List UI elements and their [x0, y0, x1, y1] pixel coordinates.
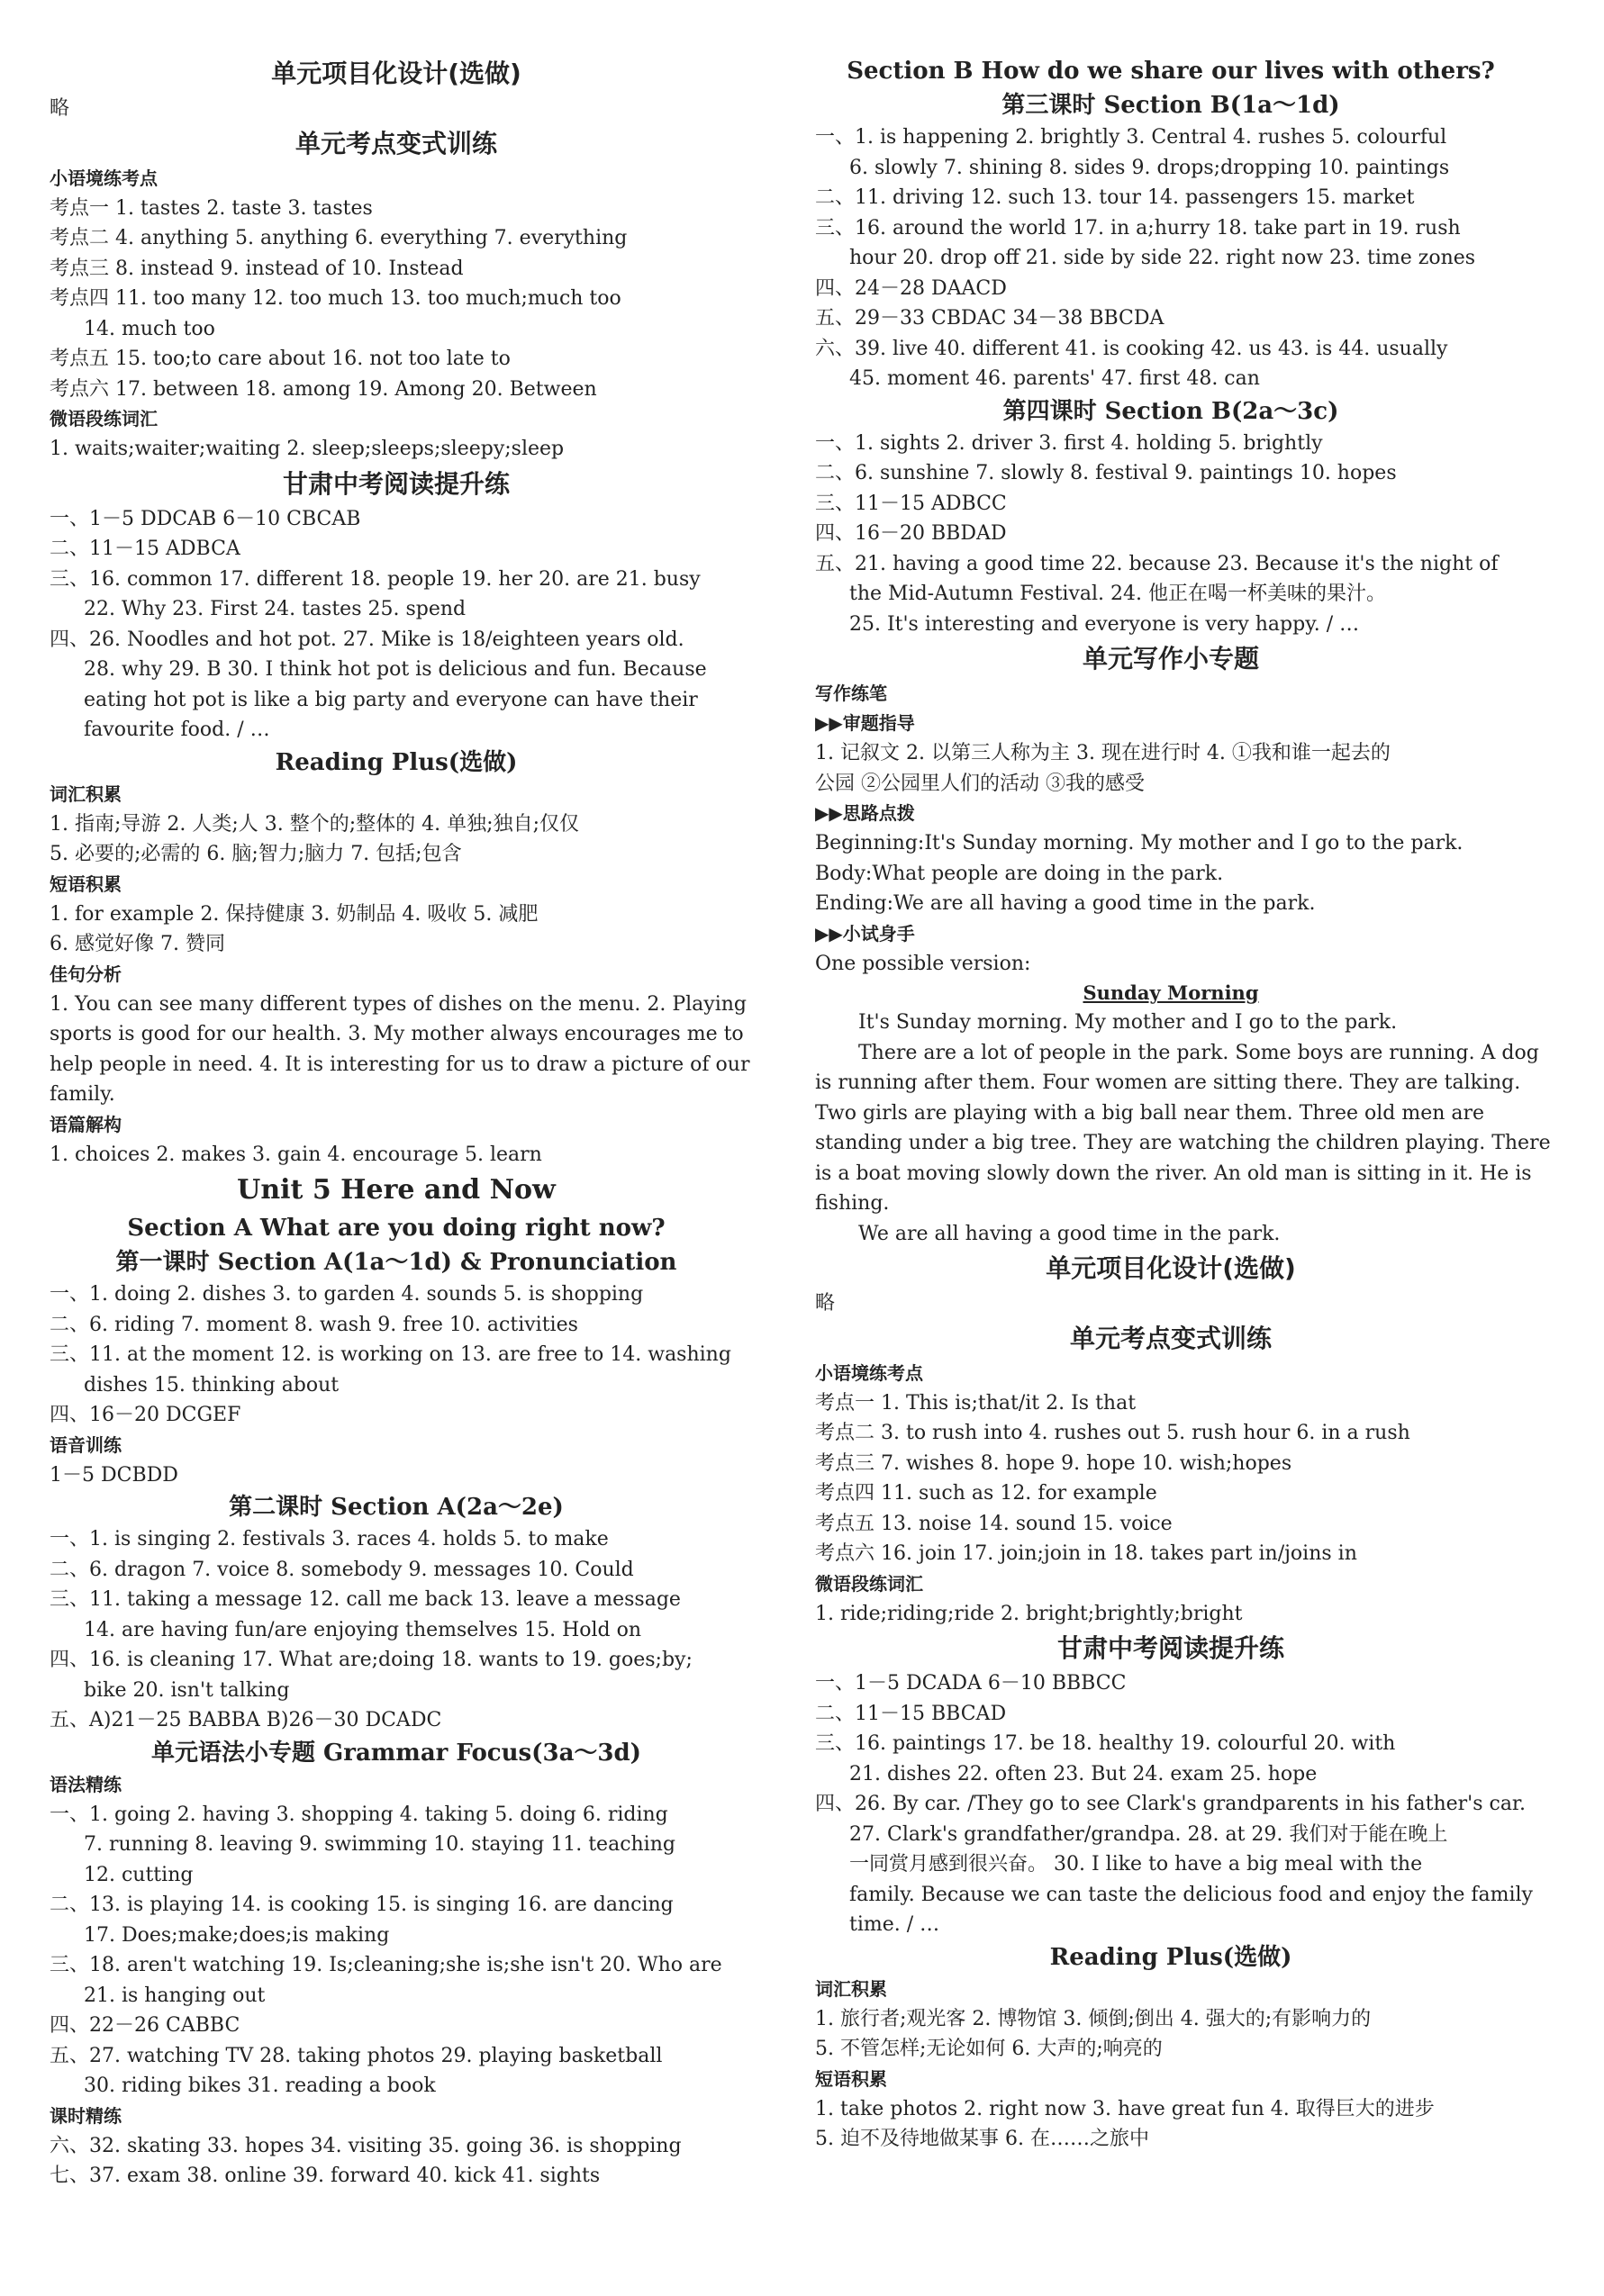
answer-line: 略	[815, 1292, 836, 1315]
answer-line: 三、11－15 ADBCC	[815, 492, 1007, 515]
section-heading: 单元考点变式训练	[1069, 1323, 1272, 1353]
essay-paragraph: There are a lot of people in the park. Some boys are running. A dog	[858, 1041, 1539, 1064]
answer-line-continued: family. Because we can taste the delicious food and enjoy the family	[849, 1883, 1533, 1906]
category-label: 词汇积累	[50, 782, 122, 805]
answer-line-continued: 6. slowly 7. shining 8. sides 9. drops;dropping 10. paintings	[849, 156, 1450, 179]
answer-line: 二、6. riding 7. moment 8. wash 9. free 10. activities	[50, 1313, 578, 1336]
answer-line: 五、A)21－25 BABBA B)26－30 DCADC	[50, 1709, 442, 1731]
answer-line: 二、6. sunshine 7. slowly 8. festival 9. paintings 10. hopes	[815, 462, 1397, 484]
right-column	[815, 54, 1551, 2155]
answer-line: help people in need. 4. It is interesting for us to draw a picture of our	[50, 1053, 750, 1076]
answer-line: 三、11. at the moment 12. is working on 13. are free to 14. washing	[50, 1343, 731, 1366]
answer-line: 三、16. common 17. different 18. people 19. her 20. are 21. busy	[50, 567, 701, 591]
answer-line: 四、26. By car. /They go to see Clark's grandparents in his father's car.	[815, 1793, 1527, 1815]
category-label: 短语积累	[50, 872, 122, 895]
lesson-heading: 第三课时 Section B(1a～1d)	[1001, 92, 1340, 119]
answer-line: 考点二 3. to rush into 4. rushes out 5. rush hour 6. in a rush	[815, 1422, 1410, 1444]
answer-line: 考点六 17. between 18. among 19. Among 20. Between	[50, 377, 597, 401]
answer-line: 五、29－33 CBDAC 34－38 BBCDA	[815, 307, 1164, 330]
answer-line-continued: 22. Why 23. First 24. tastes 25. spend	[84, 598, 467, 620]
answer-line: 三、16. around the world 17. in a;hurry 18. take part in 19. rush	[815, 216, 1461, 240]
answer-line-continued: eating hot pot is like a big party and everyone can have their	[84, 688, 698, 711]
answer-line: 略	[50, 97, 70, 120]
answer-line: 6. 感觉好像 7. 赞同	[50, 933, 225, 955]
section-heading: 单元项目化设计(选做)	[271, 59, 521, 88]
answer-line-continued: hour 20. drop off 21. side by side 22. right now 23. time zones	[849, 247, 1476, 269]
answer-line-continued: 14. much too	[84, 317, 215, 340]
writing-step-label: ▶▶思路点拨	[815, 802, 915, 824]
answer-line-continued: 21. is hanging out	[84, 1984, 266, 2007]
answer-line: 三、11. taking a message 12. call me back 13. leave a message	[50, 1588, 681, 1611]
answer-line-continued: dishes 15. thinking about	[84, 1373, 340, 1397]
answer-line: is a boat moving slowly down the river. An old man is sitting in it. He is	[815, 1162, 1532, 1185]
answer-line-continued: 12. cutting	[84, 1863, 194, 1886]
answer-line: 考点五 13. noise 14. sound 15. voice	[815, 1512, 1173, 1535]
answer-line: 三、18. aren't watching 19. Is;cleaning;she is;she isn't 20. Who are	[50, 1954, 722, 1976]
category-label: 课时精练	[50, 2104, 122, 2127]
section-heading: 单元考点变式训练	[295, 128, 497, 158]
answer-line: 四、16－20 BBDAD	[815, 522, 1007, 545]
answer-line: 5. 迫不及待地做某事 6. 在……之旅中	[815, 2128, 1149, 2150]
answer-line: 考点一 1. This is;that/it 2. Is that	[815, 1391, 1137, 1415]
answer-line-continued: 7. running 8. leaving 9. swimming 10. staying 11. teaching	[84, 1833, 675, 1856]
answer-line-continued: 17. Does;make;does;is making	[84, 1923, 390, 1947]
answer-line: One possible version:	[815, 952, 1031, 975]
answer-line: 1. 指南;导游 2. 人类;人 3. 整个的;整体的 4. 单独;独自;仅仅	[50, 812, 579, 836]
lesson-heading: 第二课时 Section A(2a～2e)	[229, 1494, 564, 1521]
answer-line: 四、24－28 DAACD	[815, 276, 1007, 300]
answer-line-continued: 25. It's interesting and everyone is very happy. / …	[849, 612, 1360, 636]
answer-line: 一、1. is happening 2. brightly 3. Central 4. rushes 5. colourful	[815, 126, 1447, 149]
answer-line: Body:What people are doing in the park.	[815, 862, 1224, 885]
answer-line: 一、1. doing 2. dishes 3. to garden 4. sounds 5. is shopping	[50, 1283, 644, 1306]
category-label: 小语境练考点	[50, 167, 158, 189]
category-label: 微语段练词汇	[50, 408, 158, 429]
answer-line: 五、27. watching TV 28. taking photos 29. playing basketball	[50, 2044, 663, 2067]
answer-line: 二、11－15 BBCAD	[815, 1702, 1007, 1725]
answer-line-continued: 45. moment 46. parents' 47. first 48. can	[849, 367, 1260, 390]
writing-step-label: ▶▶审题指导	[815, 712, 915, 734]
answer-line: 考点六 16. join 17. join;join in 18. takes part in/joins in	[815, 1542, 1357, 1565]
answer-line-continued: bike 20. isn't talking	[84, 1678, 290, 1702]
section-heading: 甘肃中考阅读提升练	[282, 468, 510, 499]
answer-line: 1. You can see many different types of dishes on the menu. 2. Playing	[50, 992, 748, 1016]
answer-line: 七、37. exam 38. online 39. forward 40. kick 41. sights	[50, 2165, 601, 2187]
answer-line: 四、16. is cleaning 17. What are;doing 18. wants to 19. goes;by;	[50, 1649, 693, 1671]
answer-line: Beginning:It's Sunday morning. My mother and I go to the park.	[815, 832, 1464, 854]
answer-line: 1. waits;waiter;waiting 2. sleep;sleeps;sleepy;sleep	[50, 438, 565, 460]
section-heading: 单元写作小专题	[1082, 644, 1259, 673]
answer-line: 二、6. dragon 7. voice 8. somebody 9. messages 10. Could	[50, 1558, 634, 1581]
section-heading: 单元项目化设计(选做)	[1046, 1253, 1296, 1283]
answer-line: 一、1. sights 2. driver 3. first 4. holding 5. brightly	[815, 431, 1323, 455]
answer-line: 1. take photos 2. right now 3. have great fun 4. 取得巨大的进步	[815, 2097, 1435, 2120]
category-label: 语音训练	[50, 1433, 122, 1456]
answer-line-continued: 28. why 29. B 30. I think hot pot is delicious and fun. Because	[84, 658, 707, 681]
answer-line: 考点五 15. too;to care about 16. not too late to	[50, 348, 511, 370]
answer-line-continued: 14. are having fun/are enjoying themselves 15. Hold on	[84, 1618, 642, 1641]
answer-line: 五、21. having a good time 22. because 23. Because it's the night of	[815, 552, 1499, 575]
answer-line: 5. 不管怎样;无论如何 6. 大声的;响亮的	[815, 2038, 1163, 2060]
answer-line: 公园 ②公园里人们的活动 ③我的感受	[815, 772, 1145, 795]
essay-title: Sunday Morning	[1083, 981, 1259, 1004]
answer-line: 5. 必要的;必需的 6. 脑;智力;脑力 7. 包括;包含	[50, 843, 462, 865]
answer-line: Two girls are playing with a big ball near them. Three old men are	[815, 1101, 1485, 1125]
answer-line: 二、11－15 ADBCA	[50, 538, 240, 560]
answer-line: 六、39. live 40. different 41. is cooking 42. us 43. is 44. usually	[815, 337, 1448, 360]
essay-paragraph: We are all having a good time in the park.	[858, 1222, 1281, 1245]
answer-line: 一、1. is singing 2. festivals 3. races 4. holds 5. to make	[50, 1528, 609, 1550]
answer-line: 二、11. driving 12. such 13. tour 14. passengers 15. market	[815, 186, 1415, 209]
category-label: 佳句分析	[50, 963, 122, 985]
answer-line: 1. choices 2. makes 3. gain 4. encourage 5. learn	[50, 1143, 542, 1166]
left-column	[50, 54, 750, 2192]
answer-line: 考点四 11. too many 12. too much 13. too much;much too	[50, 287, 621, 310]
answer-line: 一、1. going 2. having 3. shopping 4. taking 5. doing 6. riding	[50, 1803, 668, 1826]
category-label: 微语段练词汇	[815, 1572, 923, 1595]
answer-line: is running after them. Four women are sitting there. They are talking.	[815, 1071, 1521, 1094]
answer-line-continued: the Mid-Autumn Festival. 24. 他正在喝一杯美味的果汁。	[849, 583, 1386, 605]
answer-line: standing under a big tree. They are watching the children playing. There	[815, 1132, 1551, 1154]
answer-line-continued: 21. dishes 22. often 23. But 24. exam 25. hope	[849, 1762, 1318, 1785]
answer-line: 六、32. skating 33. hopes 34. visiting 35. going 36. is shopping	[50, 2134, 682, 2157]
answer-line: 二、13. is playing 14. is cooking 15. is singing 16. are dancing	[50, 1894, 674, 1916]
answer-line: 1－5 DCBDD	[50, 1463, 178, 1487]
answer-line-continued: 27. Clark's grandfather/grandpa. 28. at 29. 我们对于能在晚上	[849, 1822, 1448, 1846]
answer-line: family.	[50, 1083, 115, 1106]
answer-line: 考点三 8. instead 9. instead of 10. Instead	[50, 257, 464, 280]
answer-line: fishing.	[815, 1192, 890, 1215]
essay-paragraph: It's Sunday morning. My mother and I go to the park.	[858, 1011, 1398, 1034]
lesson-heading: Section A What are you doing right now?	[127, 1215, 666, 1242]
category-label: 语法精练	[50, 1773, 122, 1795]
lesson-heading: 第一课时 Section A(1a～1d) & Pronunciation	[115, 1249, 677, 1276]
lesson-heading: 单元语法小专题 Grammar Focus(3a～3d)	[151, 1739, 641, 1767]
answer-line: 1. ride;riding;ride 2. bright;brightly;bright	[815, 1602, 1243, 1625]
answer-line: 考点一 1. tastes 2. taste 3. tastes	[50, 196, 373, 220]
answer-line: 考点四 11. such as 12. for example	[815, 1482, 1157, 1505]
section-heading: 甘肃中考阅读提升练	[1056, 1633, 1284, 1663]
answer-line: sports is good for our health. 3. My mother always encourages me to	[50, 1023, 744, 1045]
category-label: 词汇积累	[815, 1977, 887, 2000]
answer-line: 四、26. Noodles and hot pot. 27. Mike is 18/eighteen years old.	[50, 628, 684, 651]
lesson-heading: 第四课时 Section B(2a～3c)	[1002, 397, 1339, 425]
answer-line: 1. 记叙文 2. 以第三人称为主 3. 现在进行时 4. ①我和谁一起去的	[815, 742, 1391, 764]
category-label: 短语积累	[815, 2067, 887, 2090]
answer-line: 1. 旅行者;观光客 2. 博物馆 3. 倾倒;倒出 4. 强大的;有影响力的	[815, 2007, 1372, 2030]
category-label: 写作练笔	[815, 682, 887, 704]
answer-line: 一、1－5 DDCAB 6－10 CBCAB	[50, 507, 361, 530]
answer-line: Ending:We are all having a good time in the park.	[815, 892, 1316, 915]
category-label: 语篇解构	[50, 1113, 122, 1135]
answer-line: 考点二 4. anything 5. anything 6. everything 7. everything	[50, 227, 628, 249]
category-label: 小语境练考点	[815, 1361, 923, 1384]
lesson-heading: Reading Plus(选做)	[1049, 1943, 1292, 1971]
answer-line: 1. for example 2. 保持健康 3. 奶制品 4. 吸收 5. 减肥	[50, 902, 539, 926]
answer-line: 三、16. paintings 17. be 18. healthy 19. colourful 20. with	[815, 1732, 1396, 1755]
unit-title: Unit 5 Here and Now	[237, 1174, 556, 1206]
lesson-heading: Section B How do we share our lives with others?	[847, 58, 1495, 85]
writing-step-label: ▶▶小试身手	[815, 922, 915, 945]
answer-line: 四、22－26 CABBC	[50, 2014, 240, 2037]
answer-line: 考点三 7. wishes 8. hope 9. hope 10. wish;hopes	[815, 1451, 1292, 1475]
answer-line-continued: 一同赏月感到很兴奋。 30. I like to have a big meal with the	[849, 1853, 1423, 1876]
answer-line-continued: time. / …	[849, 1913, 940, 1936]
answer-line-continued: favourite food. / …	[84, 719, 270, 741]
answer-line-continued: 30. riding bikes 31. reading a book	[84, 2075, 436, 2097]
lesson-heading: Reading Plus(选做)	[275, 748, 518, 776]
answer-line: 四、16－20 DCGEF	[50, 1404, 241, 1426]
answer-line: 一、1－5 DCADA 6－10 BBBCC	[815, 1672, 1127, 1695]
